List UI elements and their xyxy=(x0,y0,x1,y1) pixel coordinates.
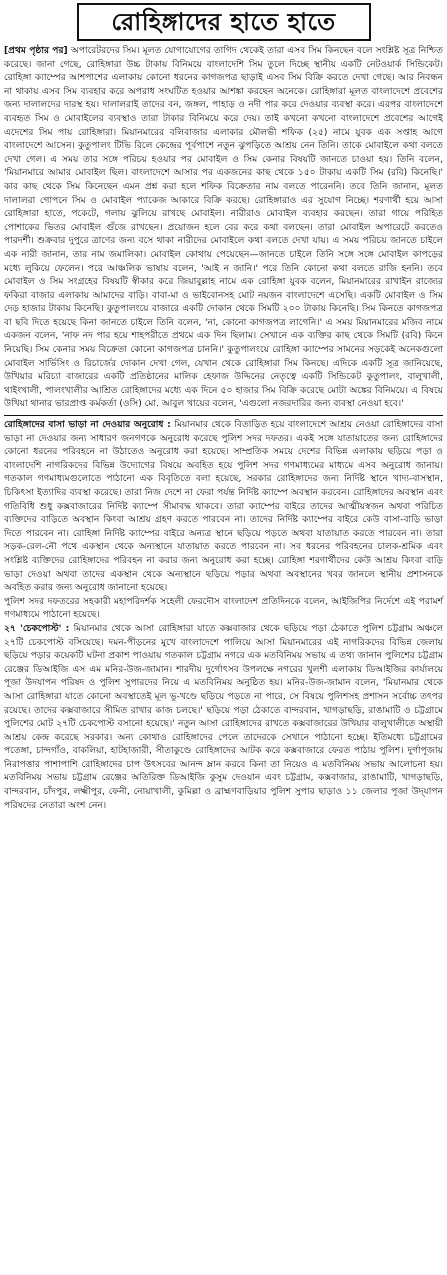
section-checkposts xyxy=(4,623,443,813)
checkposts-paragraph: মিয়ানমার থেকে আসা রোহিঙ্গারা যাতে কক্সবাজার থেকে ছড়িয়ে পড়া ঠেকাতে পুলিশ চট্টগ্রাম অঞ্চলে ২৭টি চেকপোস্ট বসিয়েছে। দমন-পীড়নের মুখে বাংলাদেশে পালিয়ে আসা মিয়ানমারের এই নাগরিকদের বিভিন্ন জেলায় ছড়িয়ে পড়ার কয়েকটি ঘটনা প্রকাশ পাওয়ায় গতকাল চট্টগ্রাম নগরে এক মতবিনিময় সভায় এ তথ্য জানান পুলিশের চট্টগ্রাম রেঞ্জের ডিআইজি এস এম মনির-উজ-জামান। শারদীয় দুর্গোৎসব উপলক্ষে নগরের খুলশী এলাকায় ডিআইজির কার্যালয়ে পূজা উদযাপন পরিষদ ও পুলিশ সুপারদের নিয়ে এ মতবিনিময় অনুষ্ঠিত হয়। মনির-উজ-জামান বলেন, 'মিয়ানমার থেকে আসা রোহিঙ্গারা যাতে কোনো অবস্থাতেই মূল ভূ-খণ্ডে ছড়িয়ে পড়তে না পারে, সে বিষয়ে পুলিশসহ প্রশাসন সর্বোচ্চ তৎপর রয়েছে। তাদের কক্সবাজারে সীমিত রাখার কাজ চলছে।' ছড়িয়ে পড়া ঠেকাতে বান্দরবান, খাগড়াছড়ি, রাঙামাটি ও চট্টগ্রামে পুলিশের মোট ২৭টি চেকপোস্ট বসানো হয়েছে।' নতুন আসা রোহিঙ্গাদের রাখতে কক্সবাজারের উখিয়ার বালুখালীতে অস্থায়ী আশ্রয় কেন্দ্র করেছে সরকার। অন্য কোথাও রোহিঙ্গাদের পেলে তাদেরকে সেখানে পাঠানো হচ্ছে। ইতিমধ্যে চট্টগ্রামের পতেঙ্গা, চান্দগাঁও, বাকলিয়া, হাটহাজারী, সীতাকুণ্ডে রোহিঙ্গাদের আটক করে কক্সবাজারে ফেরত পাঠায় পুলিশ। দুর্গাপূজায় নিরাপত্তার পাশাপাশি রোহিঙ্গাদের চাপ উৎসবের আনন্দ ম্লান করবে কিনা তা নিয়েও এ মতবিনিময় সভায় আলোচনা হয়। মতবিনিময় সভায় চট্টগ্রাম রেঞ্জের অতিরিক্ত ডিআইজি কুসুম দেওয়ান এবং চট্টগ্রাম, কক্সবাজার, রাঙামাটি, খাগড়াছড়ি, বান্দরবান, চাঁদপুর, লক্ষ্মীপুর, ফেনী, নোয়াখালী, কুমিল্লা ও ব্রাহ্মণবাড়িয়ার পুলিশ সুপার ছাড়াও ১১ জেলার পূজা উদ্‌যাপন পরিষদের নেতারা অংশ নেন। xyxy=(4,623,443,811)
section-divider xyxy=(4,415,443,416)
continued-from-label: [প্রথম পৃষ্ঠার পর] xyxy=(4,46,71,56)
checkposts-subhead: ২৭ 'চেকপোস্ট' : xyxy=(4,623,74,634)
police-statement-paragraph: পুলিশ সদর দফতরের সহকারী মহাপরিদর্শক সহেলী ফেরদৌস বাংলাদেশ প্রতিদিনকে বলেন, আইজিপির নির্দেশে এই পরামর্শ গণমাধ্যমে পাঠানো হয়েছে। xyxy=(4,596,443,621)
lead-paragraph: অপারেটরদের সিম। মূলত যোগাযোগের তাগিদ থেকেই তারা এসব সিম কিনছেন বলে সংশ্লিষ্ট সূত্র নিশ্চিত করেছে। জানা গেছে, রোহিঙ্গারা উচ্চ টাকায় বিনিময়ে বাংলাদেশি সিম তুলে দিচ্ছে স্থানীয় একটি নেটওয়ার্ক সিন্ডিকেট। রোহিঙ্গা ক্যাম্পের আশপাশের এলাকায় কোনো ধরনের কাগজপত্র ছাড়াই এসব সিম বিক্রি করতে দেখা গেছে। আর নিবন্ধন না থাকায় এসব সিম ব্যবহার করে অপরাধ সংঘটিত হওয়ার আশঙ্কা করছেন অনেকে। রোহিঙ্গারা মূলত বাংলাদেশে প্রবেশের জন্য দালালদের দারস্থ হয়। দালালরাই তাদের বন, জঙ্গল, পাহাড় ও নদী পার করে দেওয়ার ব্যবস্থা করে। এরপর বাংলাদেশে ব্যবহৃত সিম ও মোবাইলের ব্যবস্থাও তারা টাকার বিনিময়ে করে দেয়। তাই কখনো কখনো বাংলাদেশে প্রবেশের আগেই এদেশের সিম পায় রোহিঙ্গারা। মিয়ানমারের বলিবাজার এলাকার মৌলভী শফিক (২৫) নামে যুবক এক সপ্তাহ আগে বাংলাদেশে আসেন। কুতুপালং টিভি রিলে কেন্দ্রের পূর্বপাশে নতুন ঝুপড়িতে আশ্রয় নেন তিনি। তাকে মোবাইলে কথা বলতে দেখা গেল। এ সময় তার সঙ্গে পরিচয় হওয়ার পর মোবাইল ও সিম কেনার বিষয়টি জানতে চাওয়া হয়। তিনি বলেন, 'মিয়ানমারে আমার মোবাইল ছিল। বাংলাদেশে আসার পর একজনের কাছ থেকে ১৫০ টাকায় একটি সিম (রবি) কিনেছি।' কার কাছ থেকে সিম কিনেছেন এমন প্রশ্ন করা হলে শফিক বিক্রেতার নাম বলতে পারেননি। তবে তিনি জানান, মূলত দালালরা গোপনে সিম ও মোবাইল প্যাকেজ আকারে বিক্রি করছে। রোহিঙ্গারাও এর সুযোগ নিচ্ছে। শরণার্থী হয়ে আসা রোহিঙ্গারা হাতে, পকেটে, গলায় ঝুলিয়ে রাখছে মোবাইল। নারীরাও মোবাইল ব্যবহার করছেন। তারা গায়ে পরিহিত পোশাকের ভিতর মোবাইল গুঁজে রাখছেন। প্রয়োজন হলে বের করে কথা বলছেন। তারা মোবাইল অপারেটে করতেও পারদর্শী। শুক্রবার দুপুরে ত্রাণের জন্য বসে থাকা নারীদের মোবাইলে কথা বলতে দেখা যায়। এ সময় পরিচয় জানতে চাইলে এক নারী জানান, তার নাম জমালিকা। মোবাইল কোথায় পেয়েছেন—জানতে চাইলে তিনি সঙ্গে সঙ্গে মোবাইল কাপড়ের মধ্যে লুকিয়ে ফেলেন। পরে আঞ্চলিক ভাষায় বলেন, 'আই ন জানি।' পরে তিনি কোনো কথা বলতে রাজি হননি। তবে মোবাইল ও সিম সংগ্রহের বিষয়টি স্বীকার করে জিয়াবুল্লাহ নামে এক রোহিঙ্গা যুবক বলেন, মিয়ানমারের রাখাইন রাজ্যের ফকিরা বাজার এলাকায় আমাদের বাড়ি। বাবা-মা ও ভাইবোনসহ মোট নয়জন বাংলাদেশে এসেছি। একটি মোবাইল ও সিম দেড় হাজার টাকায় কিনেছি। কুতুপালংয়ে বাজারে একটি দোকান থেকে সিমটি ২০০ টাকায় কিনেছি। সিম কিনতে কাগজপত্র বা ছবি দিতে হয়েছে কিনা জানতে চাইলে তিনি বলেন, 'না, কোনো কাগজপত্র লাগেনি।' এ সময় মিয়ানমারের মজিব নামে একজন বলেন, 'নাফ নদ পার হয়ে শাহপরীতে প্রথমে এক দিন ছিলাম। সেখানে এক ব্যক্তির কাছ থেকে সিমটি (রবি) কিনে নিয়েছি। সিম কেনার সময় বিক্রেতা কোনো কাগজপত্র চাননি।' কুতুপালংয়ে রোহিঙ্গা ক্যাম্পের সামনের সড়কেই অনেকগুলো মোবাইল সার্ভিসিং ও রিচার্জের দোকান দেখা গেল, যেখান থেকে রোহিঙ্গারা সিম কিনছে। এদিকে একটি সূত্র জানিয়েছে, উখিয়ার মরিচ্যা বাজারের একটি প্রতিষ্ঠানের মালিক হেফাজ উদ্দিনের নেতৃত্বে একটি সিন্ডিকেট কুতুপালং, বালুখালী, থাইংখালী, পালংখালীর আশ্রিত রোহিঙ্গাদের মধ্যে এক দিনে ৫০ হাজার সিম বিক্রি করেছে মোটা অঙ্কের বিনিময়ে। এ বিষয়ে উখিয়া থানার ভারপ্রাপ্ত কর্মকর্তা (ওসি) মো. আবুল খায়ের বলেন, 'এগুলো নজরদারির জন্য ব্যবস্থা নেওয়া হবে।' xyxy=(4,46,443,410)
newspaper-page xyxy=(4,3,443,1269)
no-rent-paragraph: মিয়ানমার থেকে বিতাড়িত হয়ে বাংলাদেশে আশ্রয় নেওয়া রোহিঙ্গাদের বাসা ভাড়া না দেওয়ার জন্য সাধারণ জনগণকে অনুরোধ করেছে পুলিশ সদর দফতর। একই সঙ্গে যাতায়াতের জন্য রোহিঙ্গাদের কোনো ধরনের পরিবহনে না উঠাতেও অনুরোধ করা হয়েছে। সাম্প্রতিক সময়ে দেশের বিভিন্ন এলাকায় ছড়িয়ে পড়া ও বাংলাদেশি নাগরিকদের বিভিন্ন উদ্যোগের বিষয়ে অবহিত হয়ে পুলিশ সদর গণমাধ্যমের মাধ্যমে এসব অনুরোধ জানায়। গতকাল গণমাধ্যমগুলোতে পাঠানো এক বিবৃতিতে বলা হয়েছে, সরকার রোহিঙ্গাদের জন্য নির্দিষ্ট স্থানে খাদ্য-বাসস্থান, চিকিৎসা ইত্যাদির ব্যবস্থা করেছে। তারা নিজ দেশে না ফেরা পর্যন্ত নির্দিষ্ট ক্যাম্পে অবস্থান করবেন। রোহিঙ্গাদের অবস্থান এবং গতিবিধি শুধু কক্সবাজারের নির্দিষ্ট ক্যাম্পে সীমাবদ্ধ থাকবে। তারা ক্যাম্পের বাইরে তাদের আত্মীয়স্বজন অথবা পরিচিত ব্যক্তিদের বাড়িতে অবস্থান কিংবা আশ্রয় গ্রহণ করতে পারবেন না। তাদের নির্দিষ্ট ক্যাম্পের বাইরে কেউ বাসা-বাড়ি ভাড়া দিতে পারবেন না। রোহিঙ্গা নির্দিষ্ট ক্যাম্পের বাইরে অন্যত্র স্থানে ছড়িয়ে পড়তে অথবা যাতায়াত করতে পারবেন না। তারা সড়ক-রেল-নৌ পথে একস্থান থেকে অন্যস্থানে যাতায়াত করতে পারবেন না। সব ধরনের পরিবহনের চালক-শ্রমিক এবং সংশ্লিষ্ট ব্যক্তিদের রোহিঙ্গাদের পরিবহন না করার জন্য অনুরোধ করা হচ্ছে। রোহিঙ্গা শরণার্থীদের কেউ আশ্রয় কিংবা বাড়ি ভাড়া দেওয়া অথবা তাদের একস্থান থেকে অন্যস্থানে ছড়িয়ে পড়ার অথবা অবস্থানের খবর জানলে স্থানীয় প্রশাসনকে অবহিত করার জন্য অনুরোধ জানানো হয়েছে। xyxy=(4,420,443,594)
headline: রোহিঙ্গাদের হাতে হাতে xyxy=(77,3,371,41)
lead-section xyxy=(4,45,443,412)
section-police-statement xyxy=(4,596,443,623)
section-no-rent xyxy=(4,419,443,596)
no-rent-subhead: রোহিঙ্গাদের বাসা ভাড়া না দেওয়ার অনুরোধ : xyxy=(4,420,175,431)
